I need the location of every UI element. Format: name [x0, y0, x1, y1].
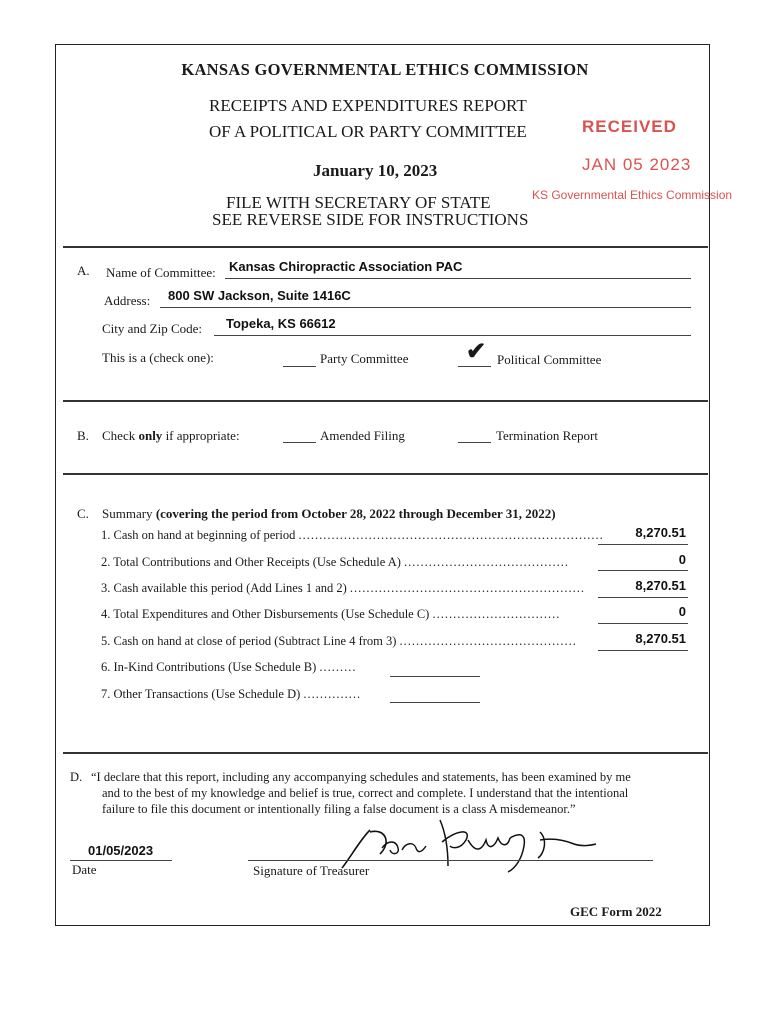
termination-report-label: Termination Report — [496, 428, 598, 443]
summary-line-2: 2. Total Contributions and Other Receipts (Use Schedule A) ........................................ — [101, 555, 570, 569]
summary-line-7-rule — [390, 702, 480, 703]
summary-line-3: 3. Cash available this period (Add Lines 1 and 2) ......................................................... — [101, 581, 586, 595]
amended-filing-checkbox-line[interactable] — [283, 442, 316, 443]
declaration-line-2: and to the best of my knowledge and belief is true, correct and complete. I understand that the intentional — [102, 786, 629, 800]
summary-line-7: 7. Other Transactions (Use Schedule D) .............. — [101, 687, 362, 701]
summary-line-1-rule — [598, 544, 688, 545]
summary-line-6: 6. In-Kind Contributions (Use Schedule B) ......... — [101, 660, 357, 674]
section-c-letter: C. — [77, 506, 89, 521]
signature-date-value: 01/05/2023 — [88, 843, 154, 858]
city-zip-value: Topeka, KS 66612 — [226, 316, 336, 331]
section-b-label — [102, 428, 240, 444]
summary-line-3-value: 8,270.51 — [635, 578, 686, 593]
address-label: Address: — [104, 293, 151, 308]
section-a-letter: A. — [77, 263, 90, 278]
signature-label: Signature of Treasurer — [253, 863, 370, 878]
section-b-label-pre: Check — [102, 428, 139, 443]
address-line — [160, 307, 691, 308]
divider-section-b — [63, 473, 708, 475]
summary-line-5-value: 8,270.51 — [635, 631, 686, 646]
political-committee-label: Political Committee — [497, 352, 602, 367]
signature-line — [248, 860, 653, 861]
political-committee-checkmark: ✔ — [466, 339, 487, 365]
committee-name-value: Kansas Chiropractic Association PAC — [229, 259, 463, 274]
divider-header — [63, 246, 708, 248]
section-b-letter: B. — [77, 428, 89, 443]
received-stamp-agency: KS Governmental Ethics Commission — [532, 188, 733, 202]
summary-line-3-rule — [598, 597, 688, 598]
committee-name-label: Name of Committee: — [106, 265, 216, 280]
file-with-instruction: FILE WITH SECRETARY OF STATE — [226, 193, 491, 212]
summary-line-4: 4. Total Expenditures and Other Disbursements (Use Schedule C) ............................... — [101, 607, 561, 621]
political-committee-checkbox-line[interactable] — [458, 366, 491, 367]
summary-heading — [102, 506, 556, 522]
received-stamp-date: JAN 05 2023 — [582, 155, 692, 174]
summary-line-5-rule — [598, 650, 688, 651]
summary-label: Summary — [102, 506, 153, 521]
date-line — [70, 860, 172, 861]
divider-section-a — [63, 400, 708, 402]
summary-line-2-value: 0 — [678, 552, 686, 567]
see-reverse-instruction: SEE REVERSE SIDE FOR INSTRUCTIONS — [212, 210, 529, 229]
section-b-label-bold: only — [138, 428, 163, 443]
summary-line-5: 5. Cash on hand at close of period (Subtract Line 4 from 3) ........................................... — [101, 634, 577, 648]
summary-line-1-value: 8,270.51 — [635, 525, 686, 540]
section-d-letter: D. — [70, 770, 83, 784]
form-id: GEC Form 2022 — [570, 904, 662, 919]
address-value: 800 SW Jackson, Suite 1416C — [168, 288, 351, 303]
divider-section-c — [63, 752, 708, 754]
summary-line-2-rule — [598, 570, 688, 571]
party-committee-checkbox-line[interactable] — [283, 366, 316, 367]
received-stamp: RECEIVED — [582, 117, 677, 136]
termination-report-checkbox-line[interactable] — [458, 442, 491, 443]
report-title-line1: RECEIPTS AND EXPENDITURES REPORT — [209, 96, 527, 115]
declaration-line-1: “I declare that this report, including any accompanying schedules and statements, has been examined by me — [91, 770, 631, 784]
declaration-line-3: failure to file this document or intentionally filing a false document is a class A misdemeanor.” — [102, 802, 576, 816]
summary-period: (covering the period from October 28, 2022 through December 31, 2022) — [152, 506, 556, 521]
summary-line-4-rule — [598, 623, 688, 624]
summary-line-6-rule — [390, 676, 480, 677]
summary-line-4-value: 0 — [678, 604, 686, 619]
section-b-label-post: if appropriate: — [162, 428, 240, 443]
city-zip-label: City and Zip Code: — [102, 321, 203, 336]
commission-title: KANSAS GOVERNMENTAL ETHICS COMMISSION — [181, 60, 589, 79]
date-label: Date — [72, 862, 97, 877]
treasurer-signature — [330, 810, 600, 880]
report-title-line2: OF A POLITICAL OR PARTY COMMITTEE — [209, 122, 527, 141]
city-zip-line — [214, 335, 691, 336]
amended-filing-label: Amended Filing — [320, 428, 405, 443]
summary-line-1: 1. Cash on hand at beginning of period .......................................................................... — [101, 528, 604, 542]
committee-name-line — [225, 278, 691, 279]
committee-type-label: This is a (check one): — [102, 350, 214, 365]
party-committee-label: Party Committee — [320, 351, 409, 366]
report-date: January 10, 2023 — [313, 161, 438, 180]
